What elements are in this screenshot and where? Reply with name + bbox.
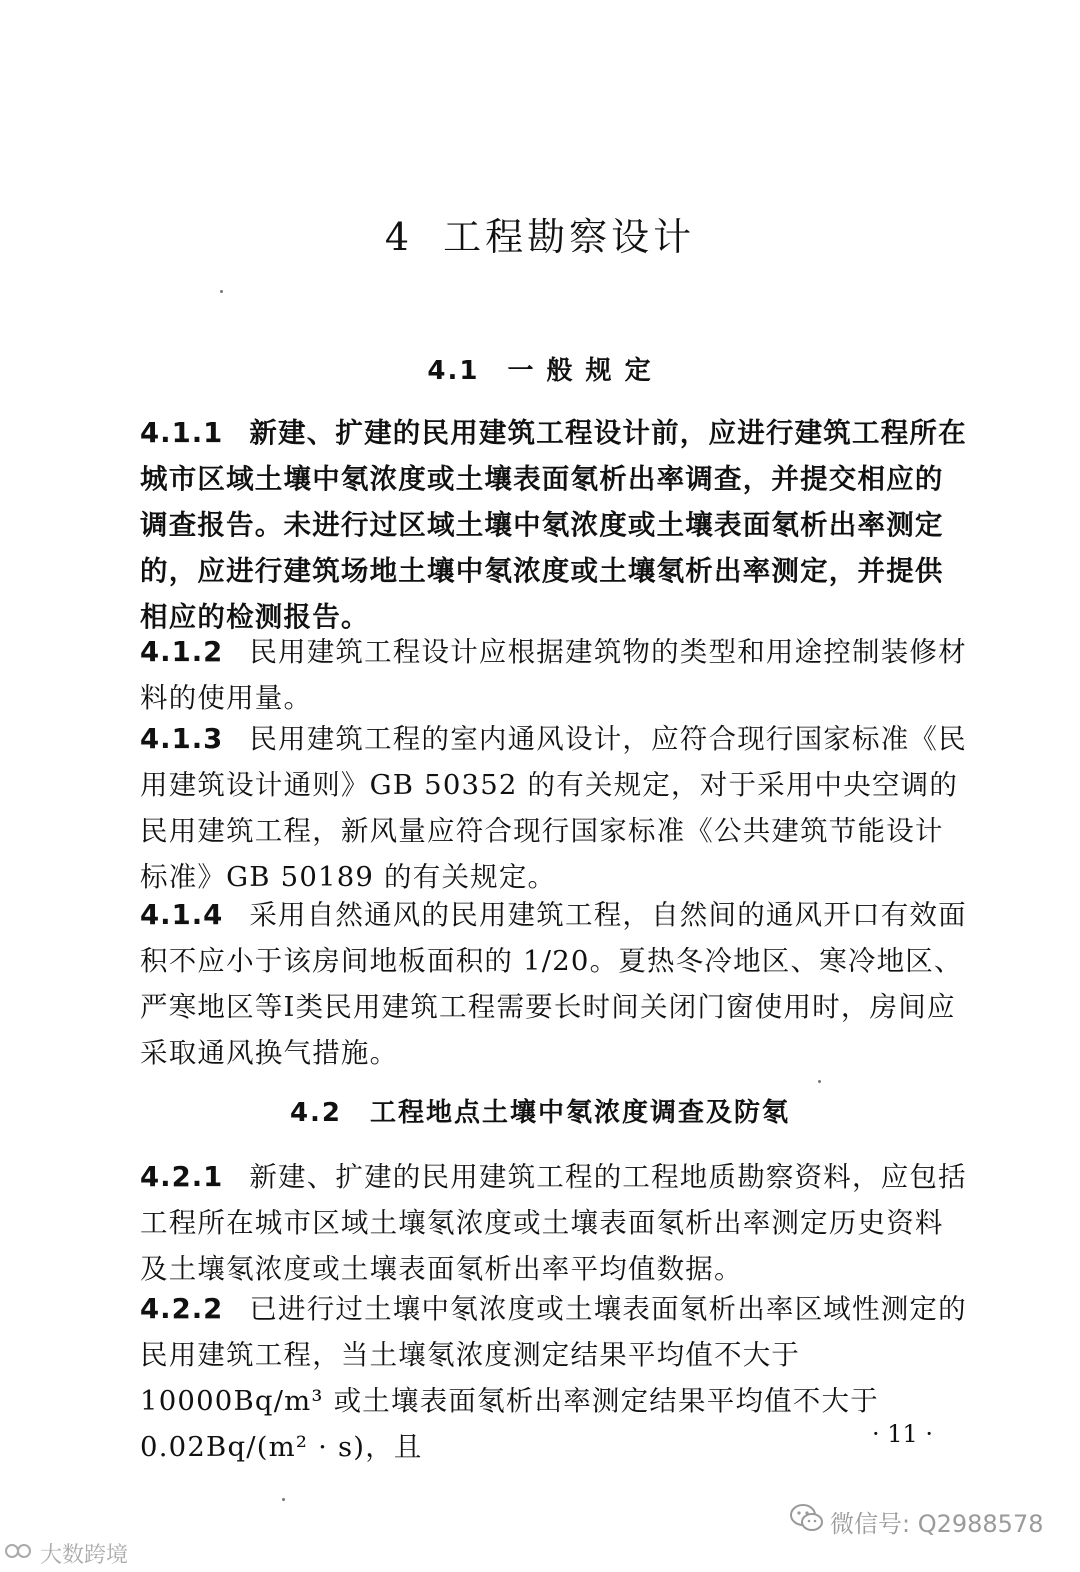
brand-watermark xyxy=(4,1538,128,1569)
logo-icon xyxy=(4,1540,34,1568)
clause-text: 民用建筑工程的室内通风设计，应符合现行国家标准《民用建筑设计通则》GB 50352 的有关规定，对于采用中央空调的民用建筑工程，新风量应符合现行国家标准《公共建筑节能设计标准》GB 50189 的有关规定。 xyxy=(140,723,967,893)
clause-number: 4.1.3 xyxy=(140,723,224,755)
section-title-text: 工程地点土壤中氡浓度调查及防氡 xyxy=(370,1098,791,1128)
clause-4-1-4 xyxy=(140,892,970,1076)
wechat-id: 微信号: Q2988578 xyxy=(830,1509,1044,1538)
clause-text: 采用自然通风的民用建筑工程，自然间的通风开口有效面积不应小于该房间地板面积的 1/20。夏热冬冷地区、寒冷地区、严寒地区等Ⅰ类民用建筑工程需要长时间关闭门窗使用时，房间应采取通风换气措施。 xyxy=(140,899,967,1069)
clause-text: 已进行过土壤中氡浓度或土壤表面氡析出率区域性测定的民用建筑工程，当土壤氡浓度测定结果平均值不大于 10000Bq/m³ 或土壤表面氡析出率测定结果平均值不大于 0.02Bq/(m² · s)，且 xyxy=(140,1293,967,1463)
clause-text: 新建、扩建的民用建筑工程设计前，应进行建筑工程所在城市区域土壤中氡浓度或土壤表面氡析出率调查，并提交相应的调查报告。未进行过区域土壤中氡浓度或土壤表面氡析出率测定的，应进行建筑场地土壤中氡浓度或土壤氡析出率测定，并提供相应的检测报告。 xyxy=(140,417,967,633)
clause-4-2-2 xyxy=(140,1286,970,1470)
section-title-text: 一 般 规 定 xyxy=(507,356,653,386)
clause-text: 民用建筑工程设计应根据建筑物的类型和用途控制装修材料的使用量。 xyxy=(140,636,967,714)
scan-speck xyxy=(818,1080,821,1083)
brand-name: 大数跨境 xyxy=(40,1543,129,1568)
clause-4-1-3 xyxy=(140,716,970,900)
chapter-title-text: 工程勘察设计 xyxy=(443,215,696,259)
section-number: 4.2 xyxy=(289,1098,343,1128)
clause-number: 4.1.1 xyxy=(140,417,224,449)
clause-4-2-1 xyxy=(140,1154,970,1292)
clause-number: 4.2.1 xyxy=(140,1161,224,1193)
clause-4-1-2 xyxy=(140,629,970,721)
scan-speck xyxy=(282,1498,285,1501)
clause-4-1-1 xyxy=(140,410,970,640)
page-number: · 11 · xyxy=(872,1420,934,1448)
chapter-title xyxy=(0,206,1080,261)
clause-number: 4.1.2 xyxy=(140,636,224,668)
scan-speck xyxy=(220,290,223,293)
section-number: 4.1 xyxy=(427,356,480,386)
section-title-4-2 xyxy=(0,1092,1080,1129)
wechat-watermark xyxy=(790,1503,1044,1539)
clause-number: 4.2.2 xyxy=(140,1293,224,1325)
chapter-number: 4 xyxy=(384,215,414,259)
clause-number: 4.1.4 xyxy=(140,899,224,931)
wechat-icon xyxy=(790,1503,824,1539)
clause-text: 新建、扩建的民用建筑工程的工程地质勘察资料，应包括工程所在城市区域土壤氡浓度或土壤表面氡析出率测定历史资料及土壤氡浓度或土壤表面氡析出率平均值数据。 xyxy=(140,1161,967,1285)
section-title-4-1 xyxy=(0,350,1080,387)
